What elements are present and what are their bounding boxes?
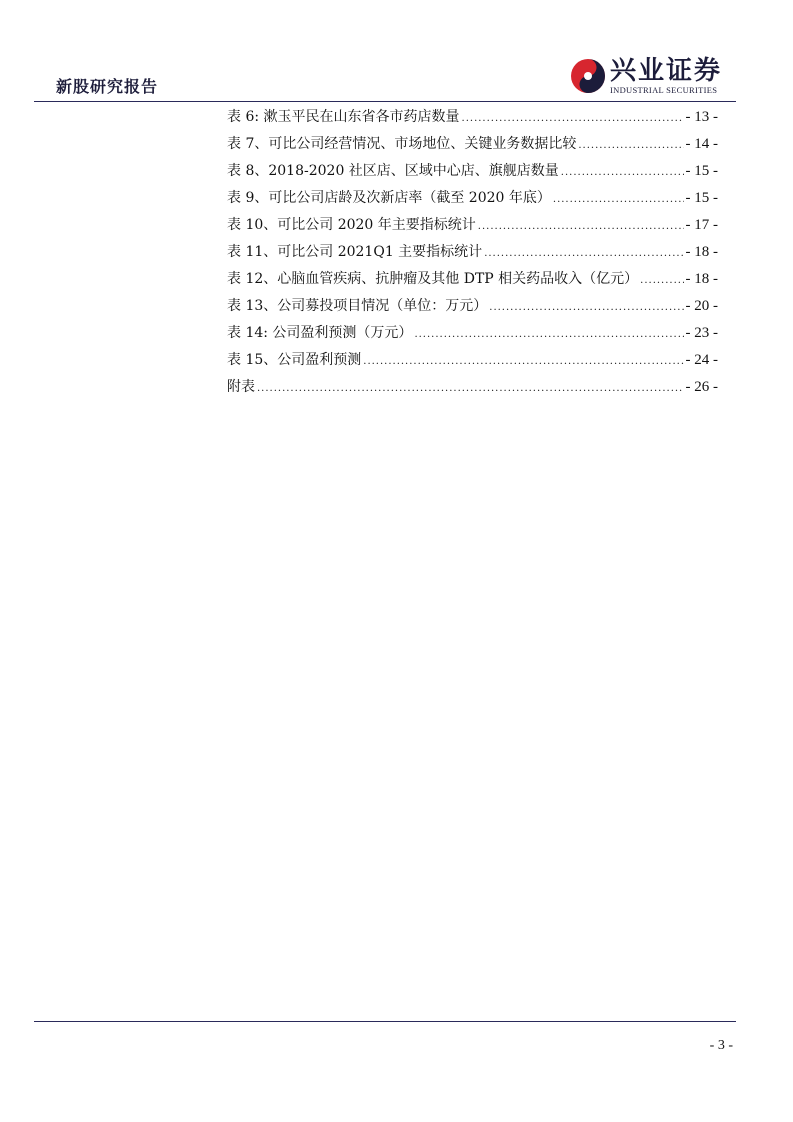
page-number: - 3 - <box>709 1038 733 1053</box>
toc-leader <box>462 108 684 130</box>
toc-leader <box>484 243 683 265</box>
toc-entry[interactable] <box>227 295 718 322</box>
footer-divider <box>34 1021 736 1022</box>
logo-chinese-name: 兴业证券 <box>610 56 723 86</box>
toc-entry-page: - 15 - <box>685 163 718 179</box>
toc-entry-label: 表 14: 公司盈利预测（万元） <box>227 325 413 341</box>
toc-entry-label: 表 10、可比公司 2020 年主要指标统计 <box>227 217 476 233</box>
toc-entry-page: - 17 - <box>685 217 718 233</box>
logo-english-name: INDUSTRIAL SECURITIES <box>610 85 718 95</box>
toc-entry[interactable] <box>227 160 718 187</box>
toc-entry-label: 表 12、心脑血管疾病、抗肿瘤及其他 DTP 相关药品收入（亿元） <box>227 271 639 287</box>
toc-entry-label: 表 15、公司盈利预测 <box>227 352 362 368</box>
toc-entry[interactable] <box>227 349 718 376</box>
toc-entry-page: - 14 - <box>685 136 718 152</box>
toc-leader <box>553 189 684 211</box>
toc-entry-label: 表 7、可比公司经营情况、市场地位、关键业务数据比较 <box>227 136 577 152</box>
toc-entry-label: 表 8、2018-2020 社区店、区域中心店、旗舰店数量 <box>227 163 559 179</box>
report-type-title: 新股研究报告 <box>56 77 159 96</box>
toc-entry-label: 表 13、公司募投项目情况（单位：万元） <box>227 298 488 314</box>
table-of-contents <box>227 106 718 403</box>
company-logo <box>570 56 722 96</box>
toc-leader <box>578 135 683 157</box>
toc-entry[interactable] <box>227 376 718 403</box>
toc-entry-page: - 18 - <box>685 244 718 260</box>
toc-entry[interactable] <box>227 268 718 295</box>
toc-leader <box>561 162 684 184</box>
toc-entry[interactable] <box>227 241 718 268</box>
toc-entry-label: 表 6: 漱玉平民在山东省各市药店数量 <box>227 109 460 125</box>
toc-leader <box>414 324 683 346</box>
toc-entry-page: - 15 - <box>685 190 718 206</box>
header-divider <box>34 101 736 102</box>
toc-entry-label: 表 9、可比公司店龄及次新店率（截至 2020 年底） <box>227 190 551 206</box>
toc-entry-page: - 13 - <box>685 109 718 125</box>
toc-entry[interactable] <box>227 187 718 214</box>
toc-entry[interactable] <box>227 133 718 160</box>
toc-entry-label: 表 11、可比公司 2021Q1 主要指标统计 <box>227 244 483 260</box>
toc-leader <box>489 297 683 319</box>
toc-entry[interactable] <box>227 106 718 133</box>
toc-entry-label: 附表 <box>227 379 255 395</box>
toc-entry-page: - 26 - <box>685 379 718 395</box>
toc-entry[interactable] <box>227 214 718 241</box>
toc-leader <box>363 351 683 373</box>
toc-entry[interactable] <box>227 322 718 349</box>
toc-leader <box>257 378 684 400</box>
logo-emblem-icon <box>570 57 606 95</box>
toc-entry-page: - 24 - <box>685 352 718 368</box>
toc-entry-page: - 23 - <box>685 325 718 341</box>
toc-leader <box>640 270 683 292</box>
toc-entry-page: - 18 - <box>685 271 718 287</box>
toc-entry-page: - 20 - <box>685 298 718 314</box>
toc-leader <box>478 216 684 238</box>
